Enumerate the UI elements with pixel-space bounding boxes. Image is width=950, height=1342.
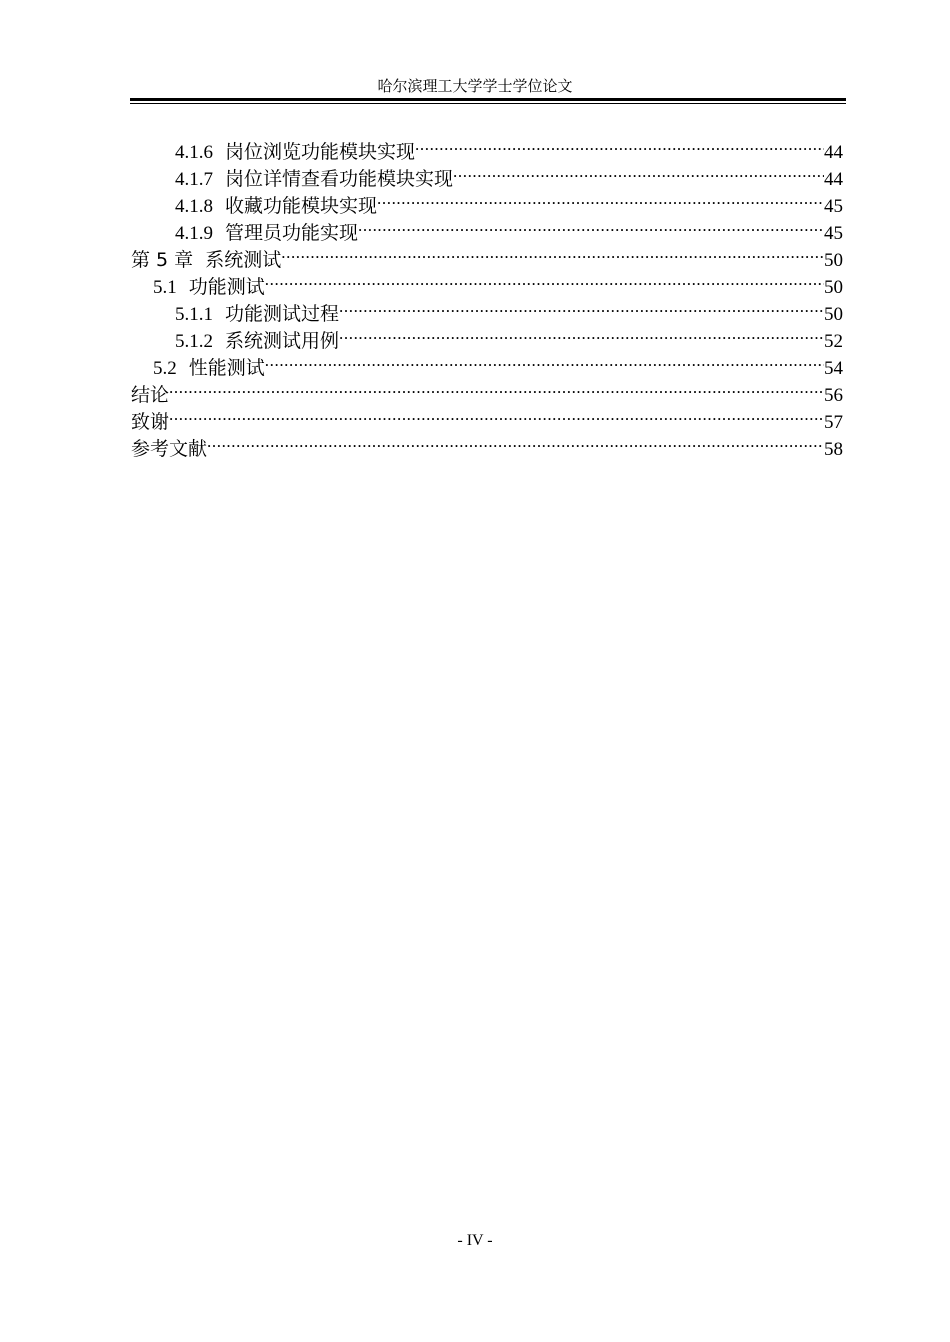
toc-entry-title: 功能测试 [188,277,265,298]
toc-entry-number: 4.1.9 [175,223,213,244]
toc-entry-number: 5.1 [153,277,177,298]
toc-entry-number: 4.1.6 [175,142,213,163]
header-rule-thin [130,103,846,104]
toc-entry-page: 58 [824,439,843,460]
toc-entry-number: 5.1.2 [175,331,213,352]
toc-entry-title: 第 5 章 系统测试 [131,249,282,271]
toc-entry-page: 50 [824,304,843,325]
toc-entry-title: 岗位详情查看功能模块实现 [225,169,454,190]
toc-dot-leader [169,374,824,401]
toc-entry-number: 4.1.8 [175,196,213,217]
toc-dot-leader [169,401,824,428]
toc-entry-page: 45 [824,196,843,217]
toc-dot-leader [453,158,824,185]
toc-dot-leader [415,131,824,158]
toc-entry-number: 4.1.7 [175,169,213,190]
toc-entry-page: 57 [824,412,843,433]
toc-entry[interactable] [131,131,843,163]
toc-dot-leader [265,347,824,374]
toc-entry-title: 系统测试用例 [225,331,340,352]
toc-entry-page: 50 [824,250,843,271]
toc-dot-leader [281,239,824,266]
toc-dot-leader [265,266,824,293]
toc-dot-leader [339,293,824,320]
running-header: 哈尔滨理工大学学士学位论文 [377,79,573,95]
toc-entry-page: 44 [824,169,843,190]
toc-entry-title: 管理员功能实现 [225,223,359,244]
toc-chapter-entry[interactable] [131,374,843,406]
toc-entry-page: 56 [824,385,843,406]
header-rule-thick [130,98,846,101]
toc-dot-leader [358,212,824,239]
toc-entry-number: 5.1.1 [175,304,213,325]
toc-chapter-entry[interactable] [131,401,843,433]
toc-entry-title: 结论 [131,384,170,406]
toc-entry-page: 45 [824,223,843,244]
toc-entry-page: 54 [824,358,843,379]
toc-dot-leader [377,185,824,212]
toc-dot-leader [339,320,824,347]
toc-entry-page: 44 [824,142,843,163]
toc-entry-title: 参考文献 [131,438,208,460]
toc-entry-title: 致谢 [131,411,170,433]
toc-entry-title: 功能测试过程 [225,304,340,325]
toc-entry-page: 52 [824,331,843,352]
toc-entry-title: 性能测试 [188,358,265,379]
page-number: - IV - [457,1232,493,1249]
toc-entry-number: 5.2 [153,358,177,379]
toc-entry-page: 50 [824,277,843,298]
toc-chapter-entry[interactable] [131,428,843,460]
toc-entry-title: 岗位浏览功能模块实现 [225,142,416,163]
toc-dot-leader [207,428,824,455]
table-of-contents [131,131,843,460]
toc-entry-title: 收藏功能模块实现 [225,196,378,217]
